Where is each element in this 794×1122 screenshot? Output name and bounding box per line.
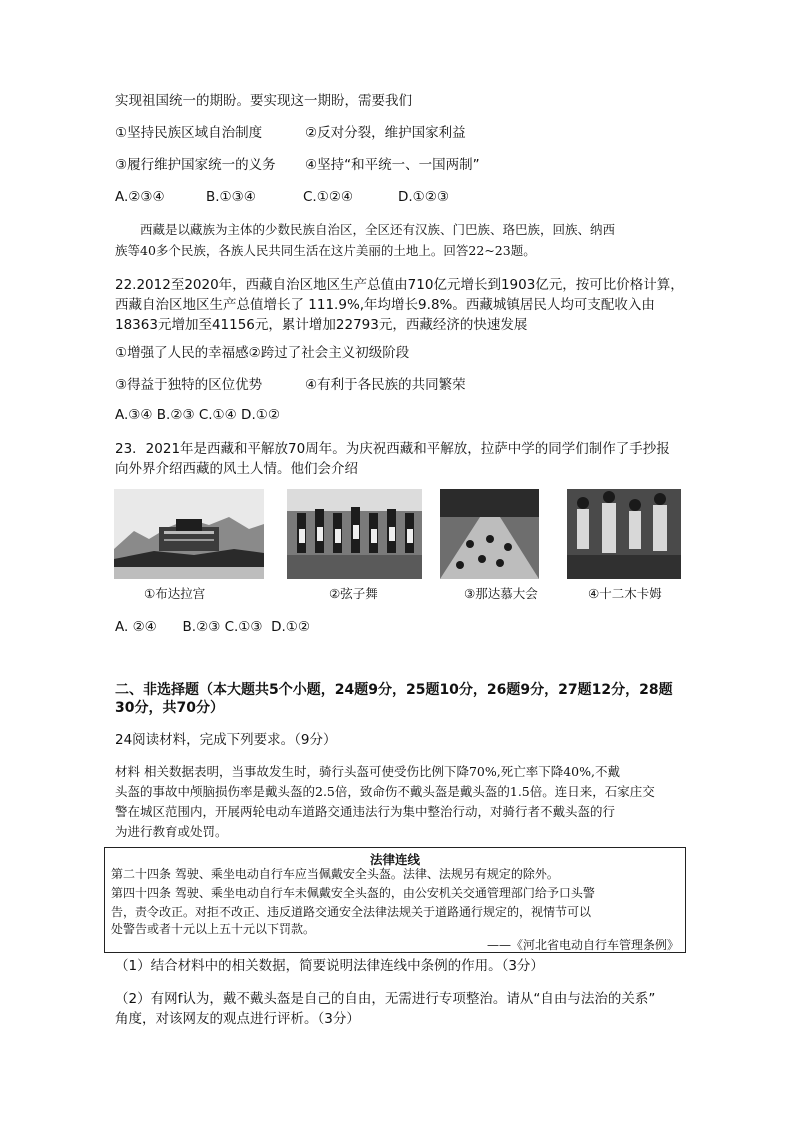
q21-choice-c: C.①②④ [303,189,354,205]
q21-option-1: ①坚持民族区域自治制度 [115,125,263,141]
q23-choices: A. ②④ B.②③ C.①③ D.①② [115,619,310,635]
q24-stem: 24阅读材料，完成下列要求。（9分） [115,732,337,748]
photo-caption-1: ①布达拉宫 [144,586,206,601]
q21-option-4: ④坚持“和平统一、一国两制” [305,157,480,173]
q22-stem-line-3: 18363元增加至41156元，累计增加22793元，西藏经济的快速发展 [115,317,528,333]
law-article-44-line-3: 处警告或者十元以上五十元以下罚款。 [111,922,316,936]
q24-sub-question-1: （1）结合材料中的相关数据，简要说明法律连线中条例的作用。（3分） [115,958,544,974]
section-2-heading-line-1: 二、非选择题（本大题共5个小题，24题9分，25题10分，26题9分，27题12分，28题 [115,682,673,698]
law-box-title: 法律连线 [369,852,420,867]
potala-palace-photo [114,489,264,579]
context-line-2: 族等40多个民族，各族人民共同生活在这片美丽的土地上。回答22~23题。 [115,243,536,258]
q22-option-1-2: ①增强了人民的幸福感②跨过了社会主义初级阶段 [115,345,410,361]
q21-choice-a: A.②③④ [115,189,165,205]
photo-caption-4: ④十二木卡姆 [588,586,662,601]
q21-option-3: ③履行维护国家统一的义务 [115,157,276,173]
law-article-24: 第二十四条 驾驶、乘坐电动自行车应当佩戴安全头盔。法律、法规另有规定的除外。 [111,867,559,881]
law-connection-box [104,847,686,953]
law-article-44-line-2: 告，责令改正。对拒不改正、违反道路交通安全法律法规关于道路通行规定的，视情节可以 [111,905,592,919]
twelve-muqam-photo [567,489,681,579]
q24-material-line-2: 头盔的事故中颅脑损伤率是戴头盔的2.5倍，致命伤不戴头盔是戴头盔的1.5倍。连日来，石家庄交 [115,784,655,799]
q23-stem-line-2: 向外界介绍西藏的风土人情。他们会介绍 [115,461,358,477]
q22-stem-line-2: 西藏自治区地区生产总值增长了 111.9%,年均增长9.8%。西藏城镇居民人均可支配收入由 [115,297,655,313]
q21-choice-b: B.①③④ [206,189,256,205]
q22-stem-line-1: 22.2012至2020年，西藏自治区地区生产总值由710亿元增长到1903亿元，按可比价格计算， [115,277,684,293]
q22-option-4: ④有利于各民族的共同繁荣 [305,377,466,393]
context-line-1: 西藏是以藏族为主体的少数民族自治区，全区还有汉族、门巴族、珞巴族，回族、纳西 [140,222,616,237]
photo-caption-3: ③那达慕大会 [464,586,538,601]
q21-stem: 实现祖国统一的期盼。要实现这一期盼，需要我们 [115,93,412,109]
q24-material-line-4: 为进行教育或处罚。 [115,824,228,839]
q24-material-line-1: 材料 相关数据表明，当事故发生时，骑行头盔可使受伤比例下降70%,死亡率下降40%,不戴 [115,764,620,779]
q24-sub-question-2-line-2: 角度，对该网友的观点进行评析。（3分） [115,1011,360,1027]
law-article-44-line-1: 第四十四条 驾驶、乘坐电动自行车未佩戴安全头盔的，由公安机关交通管理部门给予口头警 [111,886,595,900]
naadam-festival-photo [440,489,539,579]
section-2-heading-line-2: 30分，共70分） [115,700,224,716]
q24-sub-question-2-line-1: （2）有网f认为，戴不戴头盔是自己的自由，无需进行专项整治。请从“自由与法治的关系” [115,991,656,1007]
q21-choice-d: D.①②③ [398,189,449,205]
q24-material-line-3: 警在城区范围内，开展两轮电动车道路交通违法行为集中整治行动，对骑行者不戴头盔的行 [115,804,616,819]
photo-caption-2: ②弦子舞 [329,586,378,601]
q23-stem-line-1: 23．2021年是西藏和平解放70周年。为庆祝西藏和平解放，拉萨中学的同学们制作了手抄报 [115,441,670,457]
xianzi-dance-photo [287,489,422,579]
q22-choices: A.③④ B.②③ C.①④ D.①② [115,407,280,423]
law-source: ——《河北省电动自行车管理条例》 [486,938,679,952]
q22-option-3: ③得益于独特的区位优势 [115,377,263,393]
q21-option-2: ②反对分裂，维护国家利益 [305,125,466,141]
